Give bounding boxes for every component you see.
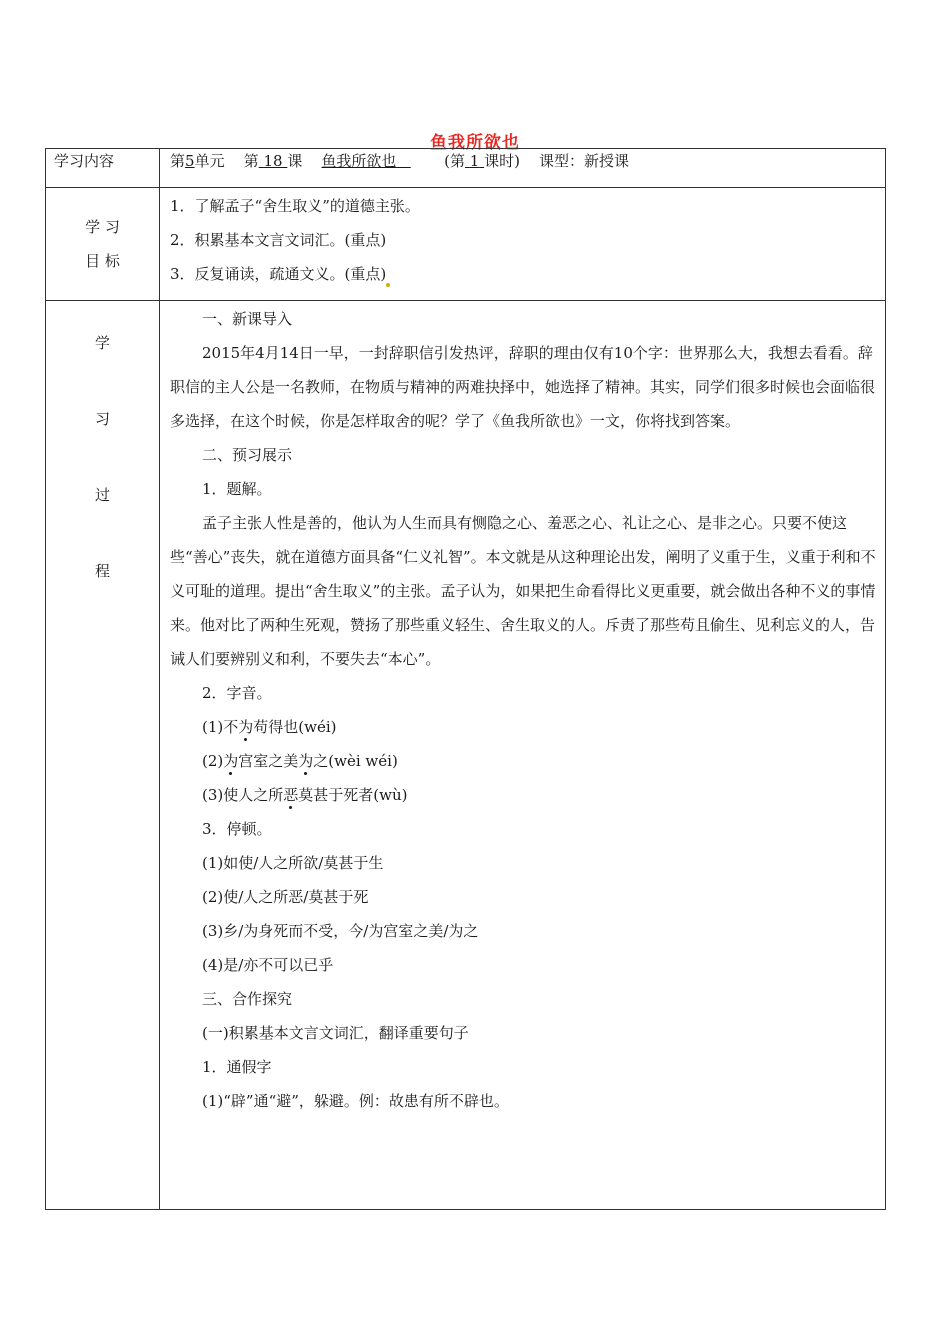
process-label: 学 习 过 程 <box>46 301 160 1210</box>
page-title: 鱼我所欲也 <box>430 133 520 153</box>
goal-item: 1．了解孟子“舍生取义”的道德主张。 <box>170 197 420 215</box>
title-explanation-paragraph: 孟子主张人性是善的，他认为人生而具有恻隐之心、羞恶之心、礼让之心、是非之心。只要不使这些“善心”丧失，就在道德方面具备“仁义礼智”。本文就是从这种理论出发，阐明了义重于生，义重于利和不义可耻的道理。提出“舍生取义”的主张。孟子认为，如果把生命看得比义更重要，就会做出各种不义的事情来。他对比了两种生死观，赞扬了那些重义轻生、舍生取义的人。斥责了那些苟且偷生、见利忘义的人，告诫人们要辨别义和利，不要失去“本心”。 <box>170 514 876 668</box>
lesson-plan-table <box>45 148 886 1210</box>
goal-item: 3．反复诵读，疏通文义。(重点) <box>170 257 877 291</box>
pronunciation-item: (2)为宫室之美为之(wèi wéi) <box>202 752 398 770</box>
section-heading: 三、合作探究 <box>202 990 293 1008</box>
pronunciation-item: (3)使人之所恶莫甚于死者(wù) <box>202 786 408 804</box>
pronunciation-item: (1)不为苟得也(wéi) <box>202 718 337 736</box>
content-info <box>160 149 886 188</box>
goals-label: 学 习 目 标 <box>46 188 160 301</box>
subsection-heading: 2．字音。 <box>202 684 272 702</box>
lesson-info: 第 18 课 <box>243 152 303 170</box>
period-info: (第 1 课时) <box>444 152 520 170</box>
pause-item: (2)使/人之所恶/莫甚于死 <box>202 888 369 906</box>
pause-item: (3)乡/为身死而不受，今/为宫室之美/为之 <box>202 922 479 940</box>
process-row <box>46 301 886 1210</box>
intro-paragraph: 2015年4月14日一早，一封辞职信引发热评，辞职的理由仅有10个字：世界那么大，我想去看看。辞职信的主人公是一名教师，在物质与精神的两难抉择中，她选择了精神。其实，同学们很多时候也会面临很多选择，在这个时候，你是怎样取舍的呢？学了《鱼我所欲也》一文，你将找到答案。 <box>170 344 876 430</box>
pause-item: (1)如使/人之所欲/莫甚于生 <box>202 854 384 872</box>
content-row <box>46 149 886 188</box>
subsection-heading: 3．停顿。 <box>202 820 272 838</box>
subsection-heading: (一)积累基本文言文词汇，翻译重要句子 <box>202 1024 469 1042</box>
unit-info: 第5单元 <box>170 152 225 170</box>
lesson-title: 鱼我所欲也 <box>321 152 397 170</box>
tongjia-item: (1)“辟”通“避”，躲避。例：故患有所不辟也。 <box>202 1092 509 1110</box>
content-label: 学习内容 <box>46 149 160 188</box>
pause-item: (4)是/亦不可以已乎 <box>202 956 334 974</box>
lesson-type: 课型：新授课 <box>539 152 630 170</box>
subsection-heading: 1．题解。 <box>202 480 272 498</box>
goals-list <box>160 188 886 301</box>
process-content <box>160 301 886 1210</box>
subsection-heading: 1．通假字 <box>202 1058 272 1076</box>
goal-item: 2．积累基本文言文词汇。(重点) <box>170 231 387 249</box>
goals-row <box>46 188 886 301</box>
section-heading: 二、预习展示 <box>202 446 293 464</box>
section-heading: 一、新课导入 <box>202 310 293 328</box>
